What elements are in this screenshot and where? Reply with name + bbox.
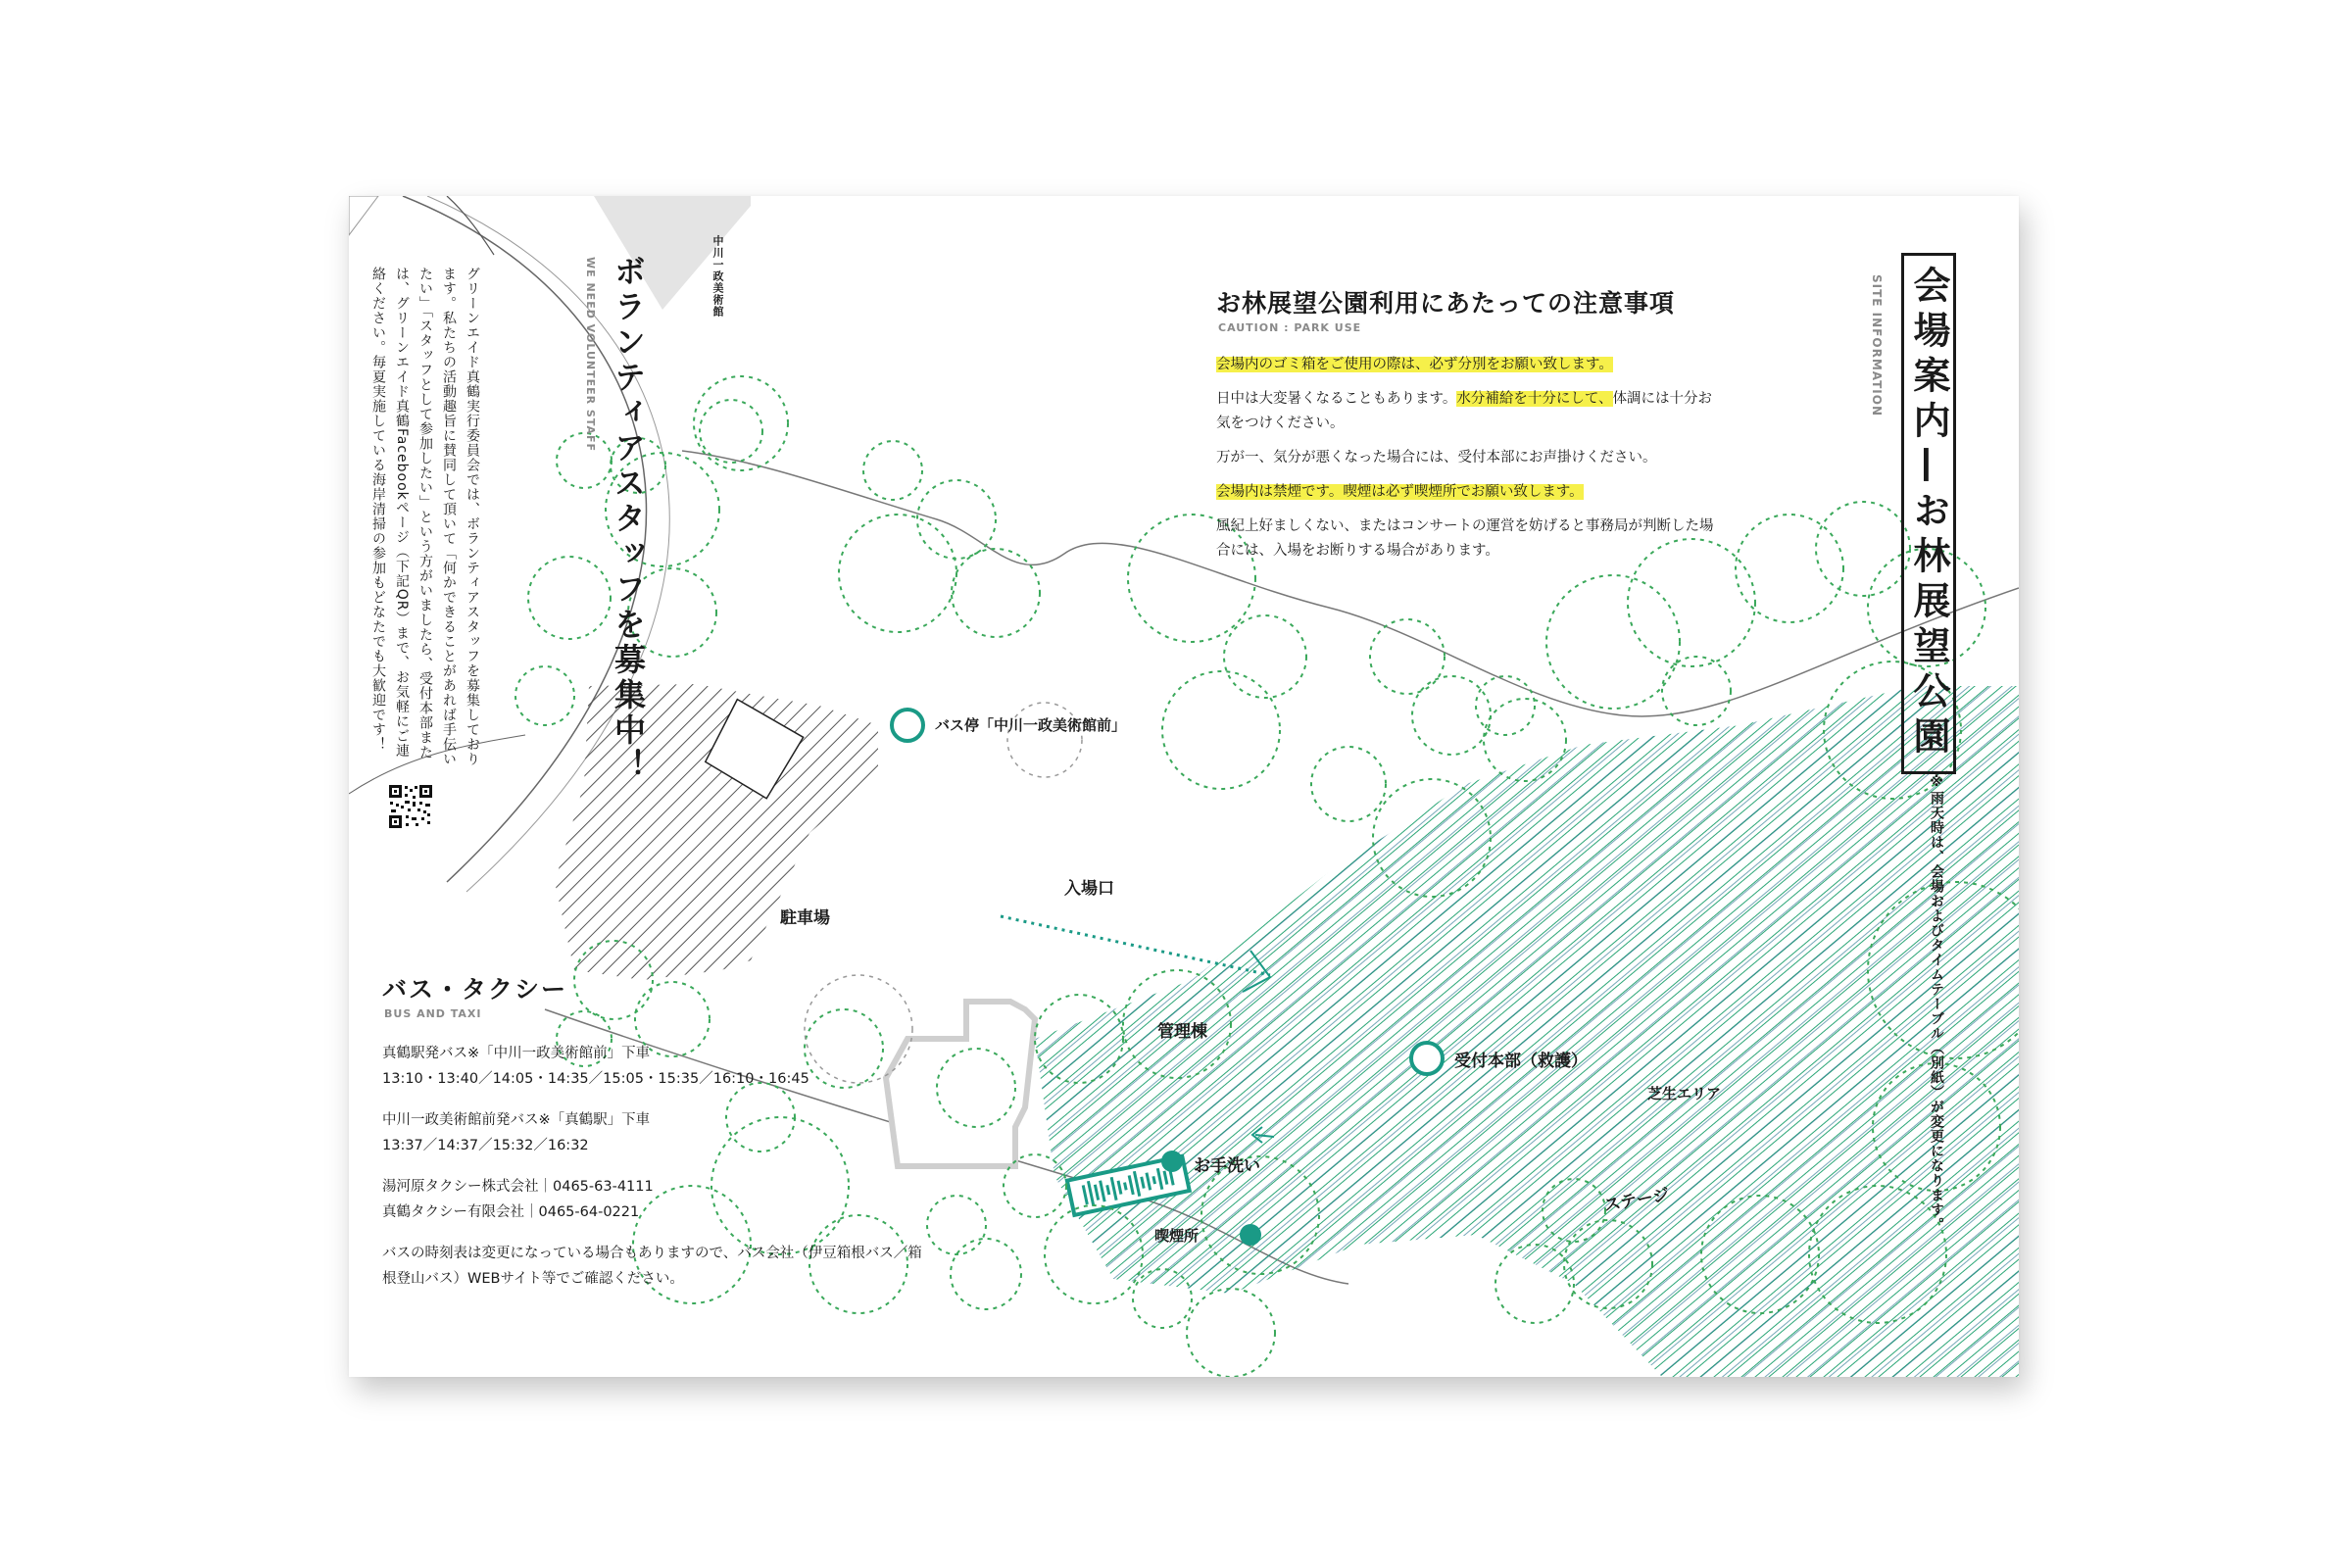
admin-building-label: 管理棟 (1157, 1022, 1207, 1042)
caution-item-1: 会場内のゴミ箱をご使用の際は、必ず分別をお願い致します。 (1216, 357, 1613, 372)
bus-subtitle: BUS AND TAXI (384, 1007, 482, 1020)
site-subtitle: SITE INFORMATION (1870, 274, 1884, 417)
caution-body (1216, 353, 1726, 573)
parking-label: 駐車場 (780, 908, 830, 928)
marker-dot-icon (1240, 1224, 1261, 1246)
site-info-sheet (349, 196, 2019, 1377)
restroom-label: お手洗い (1194, 1156, 1260, 1176)
bus-route-block (382, 1041, 931, 1092)
stage-label: ステージ (1602, 1185, 1671, 1216)
rain-note: ※雨天時は、会場およびタイムテーブル（別紙）が変更になります。 (1929, 774, 1944, 1232)
caution-item (1216, 353, 1726, 377)
marker-dot-icon (1161, 1151, 1183, 1172)
site-title: 会場案内—お林展望公園 (1901, 253, 1956, 774)
bus-note: バスの時刻表は変更になっている場合もありますので、バス会社（伊豆箱根バス／箱根登山バス）WEBサイト等でご確認ください。 (382, 1246, 922, 1287)
bus-stop-label: バス停「中川一政美術館前」 (935, 716, 1127, 734)
volunteer-subtitle: WE NEED VOLUNTEER STAFF (584, 257, 597, 453)
caution-item-2c: 体調には十分お気をつけください。 (1216, 391, 1713, 431)
bus-title: バス・タクシー (382, 975, 568, 1004)
entrance-label: 入場口 (1064, 879, 1114, 899)
smoking-area-label: 喫煙所 (1154, 1227, 1200, 1245)
caution-item (1216, 480, 1726, 505)
volunteer-title: ボランティアスタッフを募集中！ (610, 255, 647, 784)
bus-times-1: 13:10・13:40／14:05・14:35／15:05・15:35／16:10・16:45 (382, 1071, 809, 1087)
bus-route-1: 真鶴駅発バス※「中川一政美術館前」下車 (382, 1046, 651, 1061)
caution-item-3: 万が一、気分が悪くなった場合には、受付本部にお声掛けください。 (1216, 450, 1657, 466)
caution-subtitle: CAUTION : PARK USE (1218, 321, 1362, 334)
qr-code-icon[interactable] (388, 784, 433, 829)
taxi-block (382, 1174, 931, 1225)
taxi-company-2: 真鶴タクシー有限会社｜0465-64-0221 (382, 1204, 640, 1220)
caution-item-2b: 水分補給を十分にして、 (1456, 391, 1613, 407)
marker-ring-icon (1411, 1043, 1443, 1074)
bus-body (382, 1041, 931, 1307)
reception-label: 受付本部（救護） (1454, 1052, 1588, 1071)
corner-fold (349, 196, 378, 235)
caution-item-4b: 喫煙は必ず喫煙所でお願い致します。 (1343, 484, 1584, 500)
parking-area (555, 684, 878, 980)
lawn-label: 芝生エリア (1647, 1085, 1722, 1102)
caution-item (1216, 446, 1726, 470)
caution-item-2a: 日中は大変暑くなることもあります。 (1216, 391, 1457, 407)
taxi-company-1: 湯河原タクシー株式会社｜0465-63-4111 (382, 1179, 654, 1195)
caution-item-4a: 会場内は禁煙です。 (1216, 484, 1344, 500)
bus-times-2: 13:37／14:37／15:32／16:32 (382, 1138, 589, 1153)
bus-route-2: 中川一政美術館前発バス※「真鶴駅」下車 (382, 1112, 651, 1128)
caution-item (1216, 387, 1726, 436)
museum-tab-label: 中川一政美術館 (711, 235, 724, 318)
caution-item-5: 風紀上好ましくない、またはコンサートの運営を妨げると事務局が判断した場合には、入場をお断りする場合があります。 (1216, 518, 1714, 559)
bus-route-block (382, 1107, 931, 1158)
caution-title: お林展望公園利用にあたっての注意事項 (1216, 289, 1676, 318)
volunteer-body: グリーンエイド真鶴実行委員会では、ボランティアスタッフを募集しております。私たちの活動趣旨に賛同して頂いて「何かできることがあれば手伝いたい」「スタッフとして参加したい」という方がいましたら、受付本部または、グリーンエイド真鶴Facebookページ（下記QR）まで、お気軽にご連絡ください。毎夏実施している海岸清掃の参加もどなたでも大歓迎です！ (370, 267, 480, 766)
marker-ring-icon (892, 710, 923, 741)
caution-item (1216, 514, 1726, 564)
bus-note-block (382, 1241, 931, 1292)
